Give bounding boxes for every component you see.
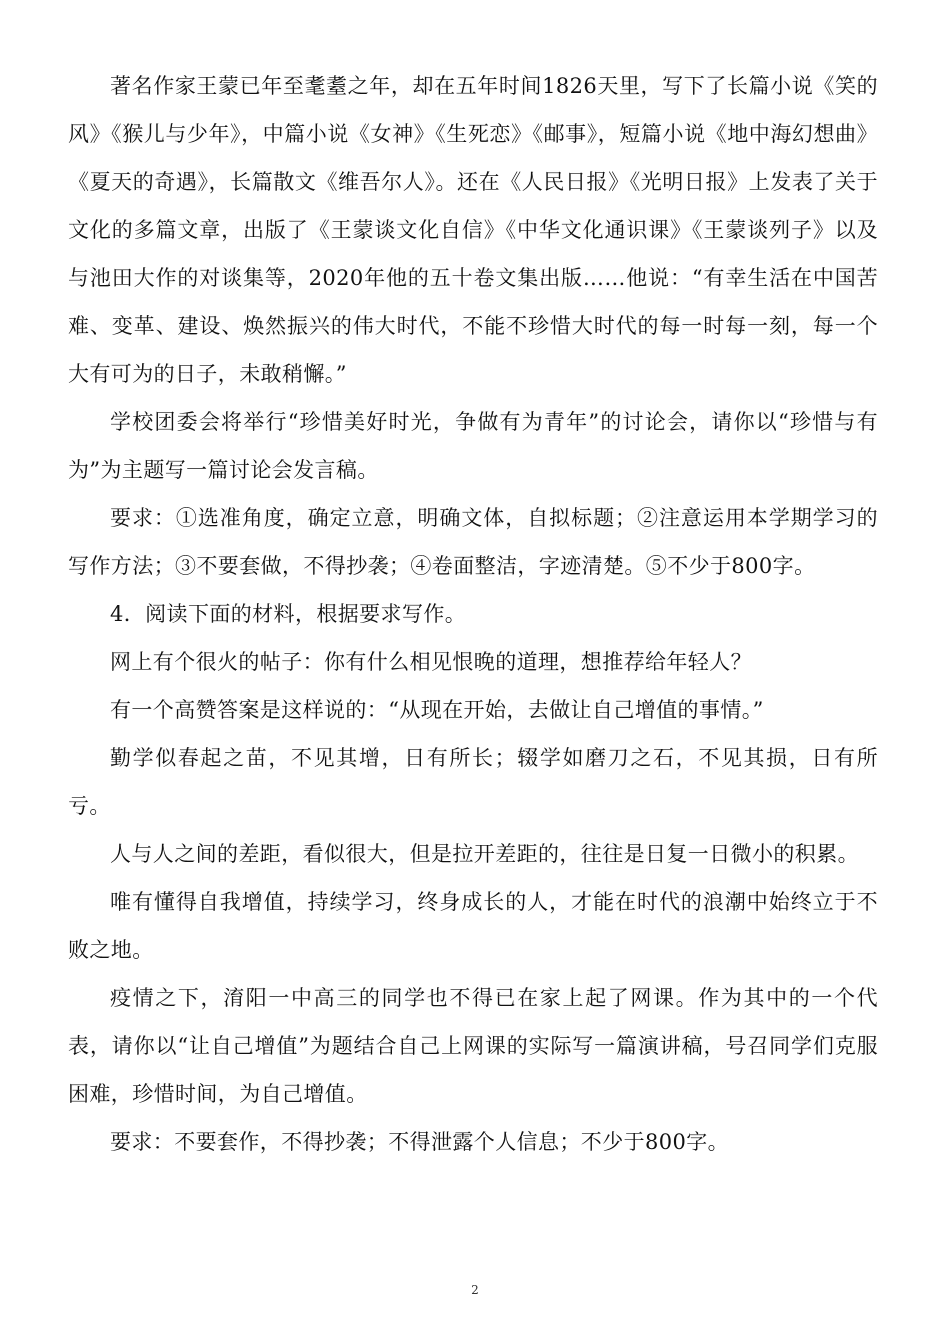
paragraph-diligence-quote: 勤学似春起之苗，不见其增，日有所长；辍学如磨刀之石，不见其损，日有所亏。 [68,746,878,818]
paragraph-requirements-2: 要求：不要套作，不得抄袭；不得泄露个人信息；不少于800字。 [110,1130,730,1154]
paragraph-question-4-heading: 4．阅读下面的材料，根据要求写作。 [110,602,467,626]
paragraph-discussion-prompt: 学校团委会将举行“珍惜美好时光，争做有为青年”的讨论会，请你以“珍惜与有为”为主题写一篇讨论会发言稿。 [68,410,878,482]
paragraph-self-growth: 唯有懂得自我增值，持续学习，终身成长的人，才能在时代的浪潮中始终立于不败之地。 [68,890,878,962]
paragraph-speech-task: 疫情之下，淯阳一中高三的同学也不得已在家上起了网课。作为其中的一个代表，请你以“让自己增值”为题结合自己上网课的实际写一篇演讲稿，号召同学们克服困难，珍惜时间，为自己增值。 [68,986,878,1106]
document-body [68,62,878,1166]
paragraph-gap-accumulation: 人与人之间的差距，看似很大，但是拉开差距的，往往是日复一日微小的积累。 [110,842,859,866]
paragraph-requirements-1: 要求：①选准角度，确定立意，明确文体，自拟标题；②注意运用本学期学习的写作方法；③不要套做，不得抄袭；④卷面整洁，字迹清楚。⑤不少于800字。 [68,506,878,578]
paragraph-popular-answer: 有一个高赞答案是这样说的：“从现在开始，去做让自己增值的事情。” [110,698,764,722]
page-number: 2 [471,1283,479,1297]
paragraph-wangmeng-material: 著名作家王蒙已年至耄耋之年，却在五年时间1826天里，写下了长篇小说《笑的风》《猴儿与少年》，中篇小说《女神》《生死恋》《邮事》，短篇小说《地中海幻想曲》《夏天的奇遇》，长篇散文《维吾尔人》。还在《人民日报》《光明日报》上发表了关于文化的多篇文章，出版了《王蒙谈文化自信》《中华文化通识课》《王蒙谈列子》以及与池田大作的对谈集等，2020年他的五十卷文集出版……他说：“有幸生活在中国苦难、变革、建设、焕然振兴的伟大时代，不能不珍惜大时代的每一时每一刻，每一个大有可为的日子，未敢稍懈。” [68,74,878,386]
paragraph-online-post: 网上有个很火的帖子：你有什么相见恨晚的道理，想推荐给年轻人？ [110,650,752,674]
